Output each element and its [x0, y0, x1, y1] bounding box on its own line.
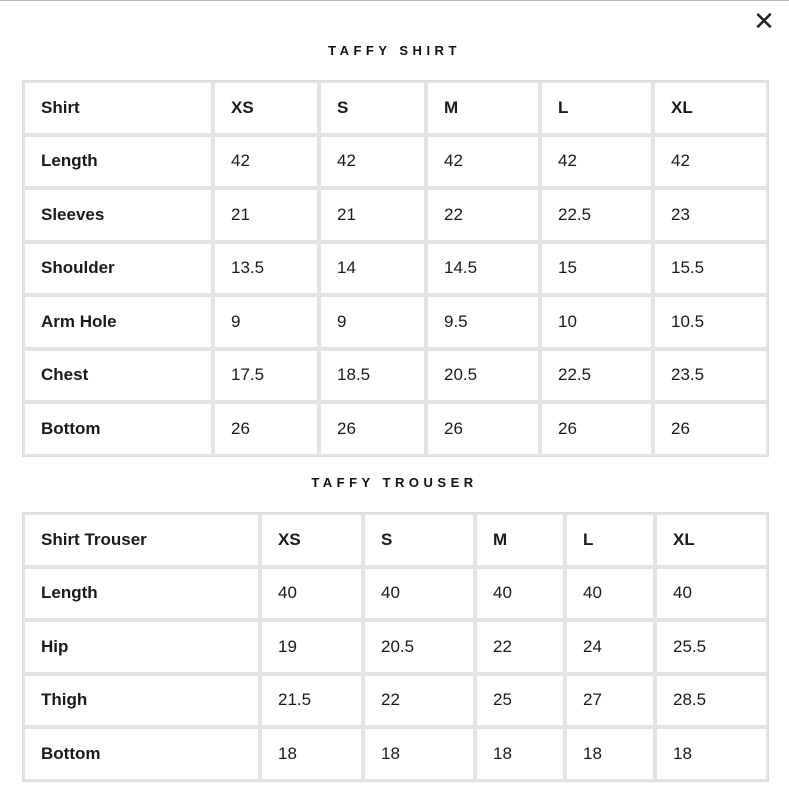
header-cell: XS: [213, 81, 319, 135]
table-row: [23, 727, 768, 781]
table-cell: 26: [540, 402, 653, 456]
table-cell: 40: [655, 567, 768, 621]
table-cell: 21: [319, 188, 426, 242]
row-label: Bottom: [23, 402, 213, 456]
table-row: [23, 402, 768, 456]
table-cell: 21.5: [260, 674, 363, 728]
header-cell: XL: [655, 513, 768, 567]
table-cell: 40: [260, 567, 363, 621]
close-icon[interactable]: ✕: [753, 6, 775, 36]
table-cell: 26: [319, 402, 426, 456]
table-cell: 15.5: [653, 242, 768, 296]
table-cell: 18: [475, 727, 565, 781]
table-cell: 21: [213, 188, 319, 242]
table-cell: 26: [426, 402, 540, 456]
row-label: Thigh: [23, 674, 260, 728]
table-cell: 23.5: [653, 349, 768, 403]
table-row: [23, 188, 768, 242]
table-cell: 18: [655, 727, 768, 781]
trouser-section-title: TAFFY TROUSER: [311, 475, 478, 490]
table-cell: 40: [363, 567, 475, 621]
table-header-row: [23, 81, 768, 135]
shirt-size-table: [22, 80, 769, 457]
header-cell: M: [475, 513, 565, 567]
table-row: [23, 242, 768, 296]
table-cell: 14: [319, 242, 426, 296]
table-cell: 23: [653, 188, 768, 242]
table-row: [23, 567, 768, 621]
table-cell: 22: [426, 188, 540, 242]
header-cell: XL: [653, 81, 768, 135]
table-cell: 22: [475, 620, 565, 674]
table-cell: 40: [565, 567, 655, 621]
table-row: [23, 349, 768, 403]
table-cell: 14.5: [426, 242, 540, 296]
table-cell: 25.5: [655, 620, 768, 674]
header-cell: L: [540, 81, 653, 135]
table-cell: 27: [565, 674, 655, 728]
table-cell: 42: [653, 135, 768, 189]
table-cell: 13.5: [213, 242, 319, 296]
table-cell: 26: [213, 402, 319, 456]
table-cell: 9: [213, 295, 319, 349]
table-cell: 28.5: [655, 674, 768, 728]
row-label: Arm Hole: [23, 295, 213, 349]
table-row: [23, 620, 768, 674]
row-label: Shoulder: [23, 242, 213, 296]
row-label: Length: [23, 567, 260, 621]
table-cell: 20.5: [426, 349, 540, 403]
table-cell: 20.5: [363, 620, 475, 674]
table-cell: 10: [540, 295, 653, 349]
table-cell: 25: [475, 674, 565, 728]
table-row: [23, 135, 768, 189]
table-cell: 22.5: [540, 188, 653, 242]
header-cell: S: [363, 513, 475, 567]
row-label: Length: [23, 135, 213, 189]
table-cell: 19: [260, 620, 363, 674]
table-cell: 18: [363, 727, 475, 781]
table-cell: 42: [540, 135, 653, 189]
table-cell: 18.5: [319, 349, 426, 403]
table-cell: 15: [540, 242, 653, 296]
table-cell: 22.5: [540, 349, 653, 403]
table-row: [23, 295, 768, 349]
row-label: Hip: [23, 620, 260, 674]
table-cell: 9: [319, 295, 426, 349]
table-cell: 42: [426, 135, 540, 189]
table-cell: 9.5: [426, 295, 540, 349]
table-cell: 10.5: [653, 295, 768, 349]
table-cell: 40: [475, 567, 565, 621]
header-cell: L: [565, 513, 655, 567]
row-label: Chest: [23, 349, 213, 403]
table-row: [23, 674, 768, 728]
table-cell: 26: [653, 402, 768, 456]
table-header-row: [23, 513, 768, 567]
table-cell: 18: [565, 727, 655, 781]
table-cell: 42: [213, 135, 319, 189]
row-label: Bottom: [23, 727, 260, 781]
table-cell: 42: [319, 135, 426, 189]
trouser-size-table: [22, 512, 769, 782]
table-cell: 22: [363, 674, 475, 728]
header-cell: Shirt: [23, 81, 213, 135]
header-cell: S: [319, 81, 426, 135]
header-cell: XS: [260, 513, 363, 567]
header-cell: M: [426, 81, 540, 135]
table-cell: 24: [565, 620, 655, 674]
table-cell: 17.5: [213, 349, 319, 403]
shirt-section-title: TAFFY SHIRT: [328, 43, 461, 58]
table-cell: 18: [260, 727, 363, 781]
row-label: Sleeves: [23, 188, 213, 242]
header-cell: Shirt Trouser: [23, 513, 260, 567]
